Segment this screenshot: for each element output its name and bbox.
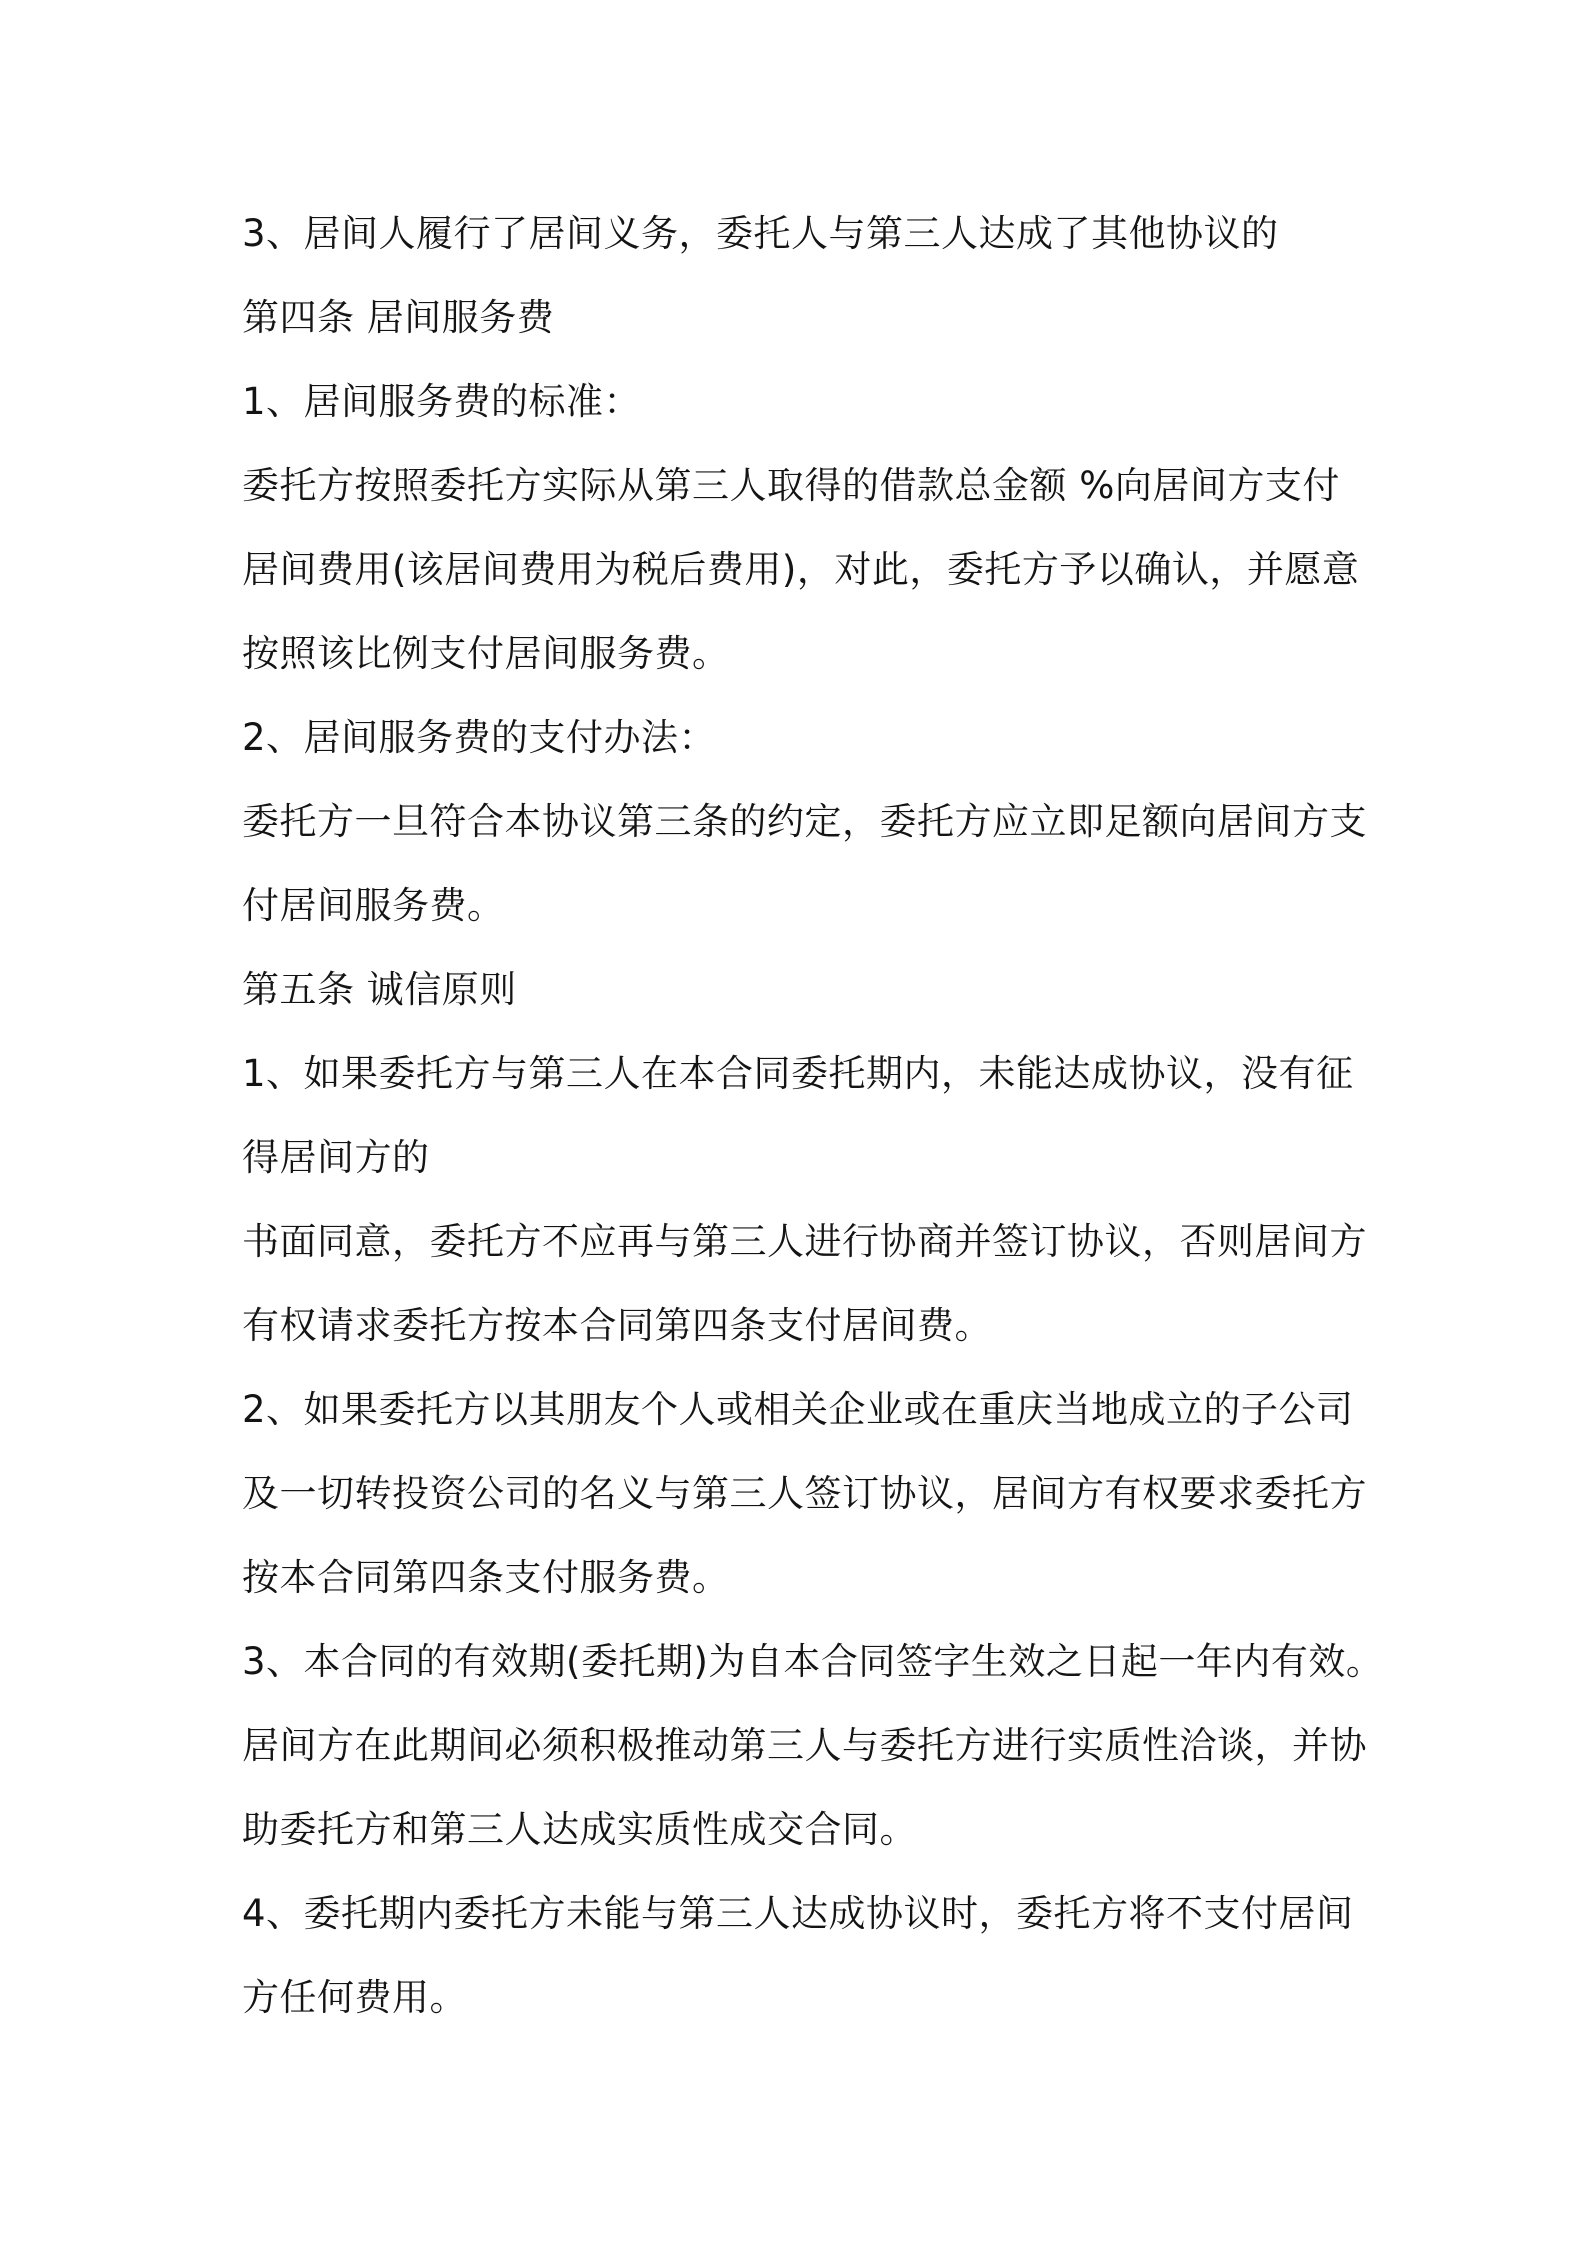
clause-line-18: 3、本合同的有效期(委托期)为自本合同签字生效之日起一年内有效。 [242,1640,1384,1683]
clause-line-13: 书面同意，委托方不应再与第三人进行协商并签订协议，否则居间方 [242,1220,1367,1263]
clause-line-8: 委托方一旦符合本协议第三条的约定，委托方应立即足额向居间方支 [242,800,1367,843]
clause-line-14: 有权请求委托方按本合同第四条支付居间费。 [242,1304,992,1347]
clause-line-21: 4、委托期内委托方未能与第三人达成协议时，委托方将不支付居间 [242,1892,1354,1935]
clause-line-22: 方任何费用。 [242,1976,467,2019]
clause-line-6: 按照该比例支付居间服务费。 [242,632,730,675]
clause-line-19: 居间方在此期间必须积极推动第三人与委托方进行实质性洽谈，并协 [242,1724,1367,1767]
clause-line-11: 1、如果委托方与第三人在本合同委托期内，未能达成协议，没有征 [242,1052,1354,1095]
clause-line-5: 居间费用(该居间费用为税后费用)，对此，委托方予以确认，并愿意 [242,548,1360,591]
clause-line-16: 及一切转投资公司的名义与第三人签订协议，居间方有权要求委托方 [242,1472,1367,1515]
clause-line-4: 委托方按照委托方实际从第三人取得的借款总金额 %向居间方支付 [242,464,1340,507]
clause-line-3: 1、居间服务费的标准： [242,380,642,423]
clause-line-15: 2、如果委托方以其朋友个人或相关企业或在重庆当地成立的子公司 [242,1388,1354,1431]
article-4-heading: 第四条 居间服务费 [242,296,555,339]
clause-line-17: 按本合同第四条支付服务费。 [242,1556,730,1599]
clause-line-9: 付居间服务费。 [242,884,505,927]
document-body [242,192,1384,2040]
clause-line-12: 得居间方的 [242,1136,430,1179]
clause-line-7: 2、居间服务费的支付办法： [242,716,717,759]
clause-line-20: 助委托方和第三人达成实质性成交合同。 [242,1808,917,1851]
article-5-heading: 第五条 诚信原则 [242,968,517,1011]
clause-line-1: 3、居间人履行了居间义务，委托人与第三人达成了其他协议的 [242,212,1279,255]
